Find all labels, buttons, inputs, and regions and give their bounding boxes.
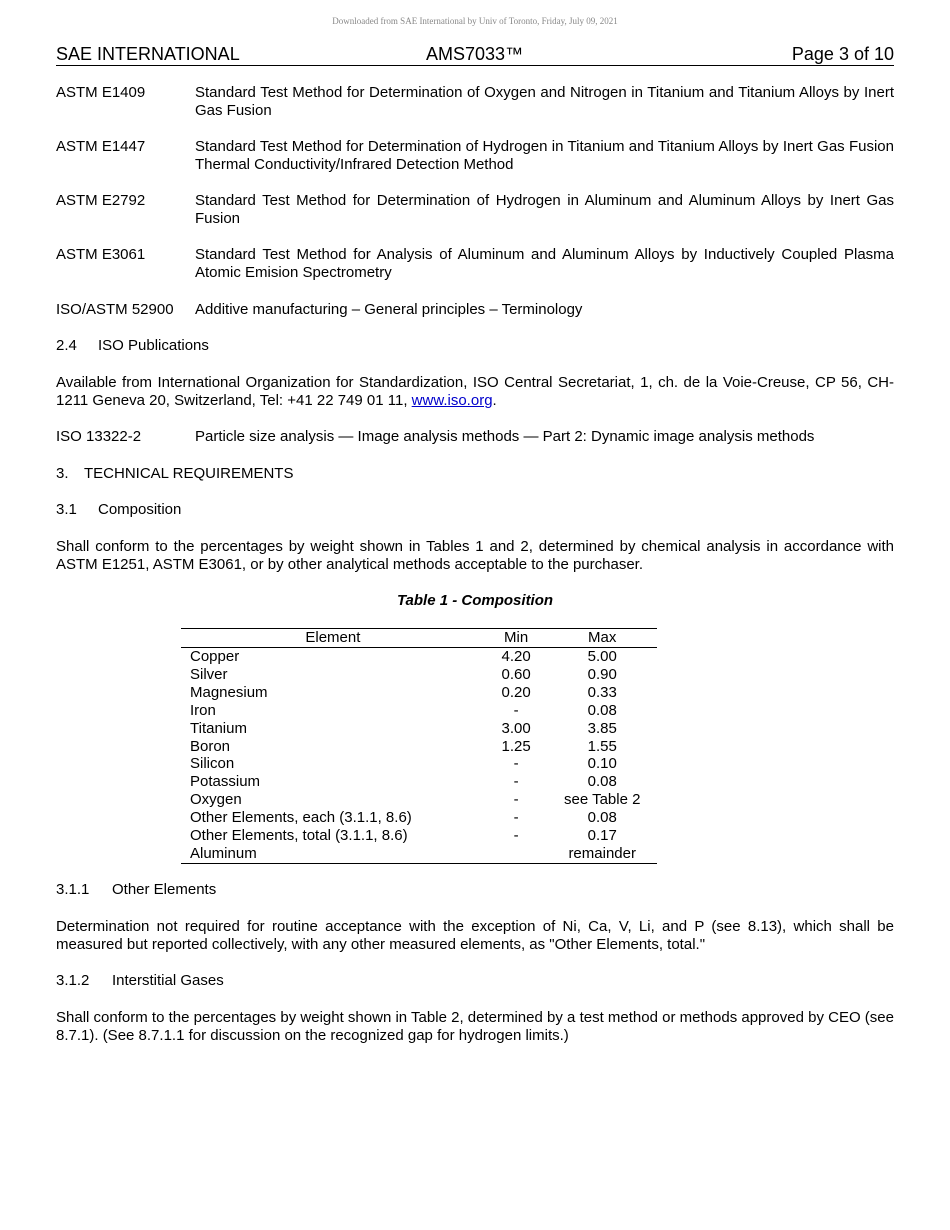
column-header-min: Min xyxy=(485,629,548,648)
reference-code: ASTM E2792 xyxy=(56,192,146,209)
cell-min: - xyxy=(513,827,519,845)
section-heading-3-1-1 xyxy=(56,881,894,899)
section-number: 3.1.1 xyxy=(56,881,90,898)
cell-max: 0.90 xyxy=(587,665,617,683)
section-heading-3 xyxy=(56,465,894,483)
cell-element: Titanium xyxy=(190,719,247,737)
table-row xyxy=(181,666,657,684)
section-heading-3-1 xyxy=(56,501,894,519)
cell-element: Oxygen xyxy=(190,791,242,809)
section-title: Composition xyxy=(98,501,182,518)
cell-min: 1.25 xyxy=(501,737,531,755)
iso-website-link[interactable]: www.iso.org xyxy=(411,392,493,409)
cell-element: Silver xyxy=(190,665,228,683)
section-number: 3.1 xyxy=(56,501,77,518)
cell-element: Aluminum xyxy=(181,845,485,863)
cell-max: 3.85 xyxy=(587,719,617,737)
reference-astm-e3061 xyxy=(56,246,894,282)
iso-availability-paragraph xyxy=(56,374,894,410)
reference-description: Additive manufacturing – General principles – Terminology xyxy=(195,301,583,318)
cell-max: remainder xyxy=(547,845,657,863)
cell-min: 0.20 xyxy=(501,683,531,701)
cell-min: 4.20 xyxy=(501,648,531,665)
section-heading-3-1-2 xyxy=(56,972,894,990)
composition-table xyxy=(181,628,657,864)
table-row xyxy=(181,720,657,738)
table-row xyxy=(181,702,657,720)
cell-element: Magnesium xyxy=(190,683,268,701)
cell-element: Silicon xyxy=(190,755,235,773)
cell-min: - xyxy=(513,791,519,809)
reference-description: Standard Test Method for Determination of Oxygen and Nitrogen in Titanium and Titanium Alloys by Inert Gas Fusion xyxy=(195,84,894,119)
iso-availability-text: Available from International Organization for Standardization, ISO Central Secretariat, 1, ch. de la Voie-Creuse, CP 56, CH-1211 Geneva 20, Switzerland, Tel: +41 22 749 01 11, xyxy=(56,374,894,409)
iso-availability-end: . xyxy=(492,392,497,409)
cell-max: 0.33 xyxy=(587,683,617,701)
cell-max: 0.08 xyxy=(587,809,617,827)
reference-astm-e1447 xyxy=(56,138,894,174)
cell-element: Iron xyxy=(190,701,216,719)
cell-max: 1.55 xyxy=(587,737,617,755)
table-row xyxy=(181,845,657,863)
reference-description: Standard Test Method for Determination of Hydrogen in Titanium and Titanium Alloys by Inert Gas Fusion Thermal Conductivity/Infrared Detection Method xyxy=(195,138,894,173)
section-title: Interstitial Gases xyxy=(112,972,224,989)
table-row xyxy=(181,791,657,809)
section-title: Other Elements xyxy=(112,881,217,898)
reference-astm-e1409 xyxy=(56,84,894,120)
section-heading-2-4 xyxy=(56,337,894,355)
header-page-number: Page 3 of 10 xyxy=(791,44,894,64)
table-row xyxy=(181,738,657,756)
reference-code: ISO/ASTM 52900 xyxy=(56,301,174,318)
cell-max: 0.08 xyxy=(587,701,617,719)
reference-iso-13322-2 xyxy=(56,428,894,446)
section-number: 2.4 xyxy=(56,337,77,354)
cell-min: 3.00 xyxy=(501,719,531,737)
page-header xyxy=(56,44,894,66)
cell-max: 0.17 xyxy=(587,827,617,845)
cell-element: Boron xyxy=(190,737,231,755)
reference-code: ISO 13322-2 xyxy=(56,428,142,445)
section-number: 3.1.2 xyxy=(56,972,90,989)
section-number: 3. xyxy=(56,465,69,482)
cell-element: Other Elements, each (3.1.1, 8.6) xyxy=(190,809,412,827)
cell-max: 0.08 xyxy=(587,773,617,791)
header-publisher: SAE INTERNATIONAL xyxy=(56,44,240,64)
table-row xyxy=(181,648,657,666)
reference-code: ASTM E1409 xyxy=(56,84,146,101)
reference-astm-e2792 xyxy=(56,192,894,228)
cell-max: see Table 2 xyxy=(563,791,641,809)
table-row xyxy=(181,773,657,791)
reference-code: ASTM E1447 xyxy=(56,138,146,155)
cell-max: 0.10 xyxy=(587,755,617,773)
header-doc-number: AMS7033™ xyxy=(426,44,524,64)
download-watermark: Downloaded from SAE International by Univ of Toronto, Friday, July 09, 2021 xyxy=(332,16,618,26)
cell-min: 0.60 xyxy=(501,665,531,683)
table-caption: Table 1 - Composition xyxy=(396,592,554,609)
column-header-max: Max xyxy=(547,629,657,648)
reference-code: ASTM E3061 xyxy=(56,246,146,263)
cell-min: - xyxy=(513,773,519,791)
cell-min: - xyxy=(513,701,519,719)
cell-element: Copper xyxy=(190,648,240,665)
section-title: ISO Publications xyxy=(98,337,209,354)
section-title: TECHNICAL REQUIREMENTS xyxy=(84,465,294,482)
reference-description: Particle size analysis — Image analysis methods — Part 2: Dynamic image analysis methods xyxy=(195,428,815,445)
reference-description: Standard Test Method for Analysis of Aluminum and Aluminum Alloys by Inductively Coupled Plasma Atomic Emision Spectrometry xyxy=(195,246,894,281)
cell-element: Other Elements, total (3.1.1, 8.6) xyxy=(190,827,408,845)
cell-min: - xyxy=(513,809,519,827)
table-row xyxy=(181,827,657,845)
interstitial-gases-paragraph: Shall conform to the percentages by weight shown in Table 2, determined by a test method or methods approved by CEO (see 8.7.1). (See 8.7.1.1 for discussion on the recognized gap for hydrogen limits.) xyxy=(56,1009,894,1044)
cell-min: - xyxy=(513,755,519,773)
reference-description: Standard Test Method for Determination of Hydrogen in Aluminum and Aluminum Alloys by Inert Gas Fusion xyxy=(195,192,894,227)
table-row xyxy=(181,755,657,773)
cell-element: Potassium xyxy=(190,773,261,791)
cell-max: 5.00 xyxy=(587,648,617,665)
table-row xyxy=(181,684,657,702)
composition-paragraph: Shall conform to the percentages by weight shown in Tables 1 and 2, determined by chemical analysis in accordance with ASTM E1251, ASTM E3061, or by other analytical methods acceptable to the purchaser. xyxy=(56,538,894,573)
column-header-element: Element xyxy=(181,629,485,648)
table-row xyxy=(181,809,657,827)
reference-iso-astm-52900 xyxy=(56,301,894,319)
cell-min xyxy=(485,845,548,863)
other-elements-paragraph: Determination not required for routine acceptance with the exception of Ni, Ca, V, Li, and P (see 8.13), which shall be measured but reported collectively, with any other measured elements, as "Other Elements, total." xyxy=(56,918,894,953)
table-header-row xyxy=(181,629,657,648)
